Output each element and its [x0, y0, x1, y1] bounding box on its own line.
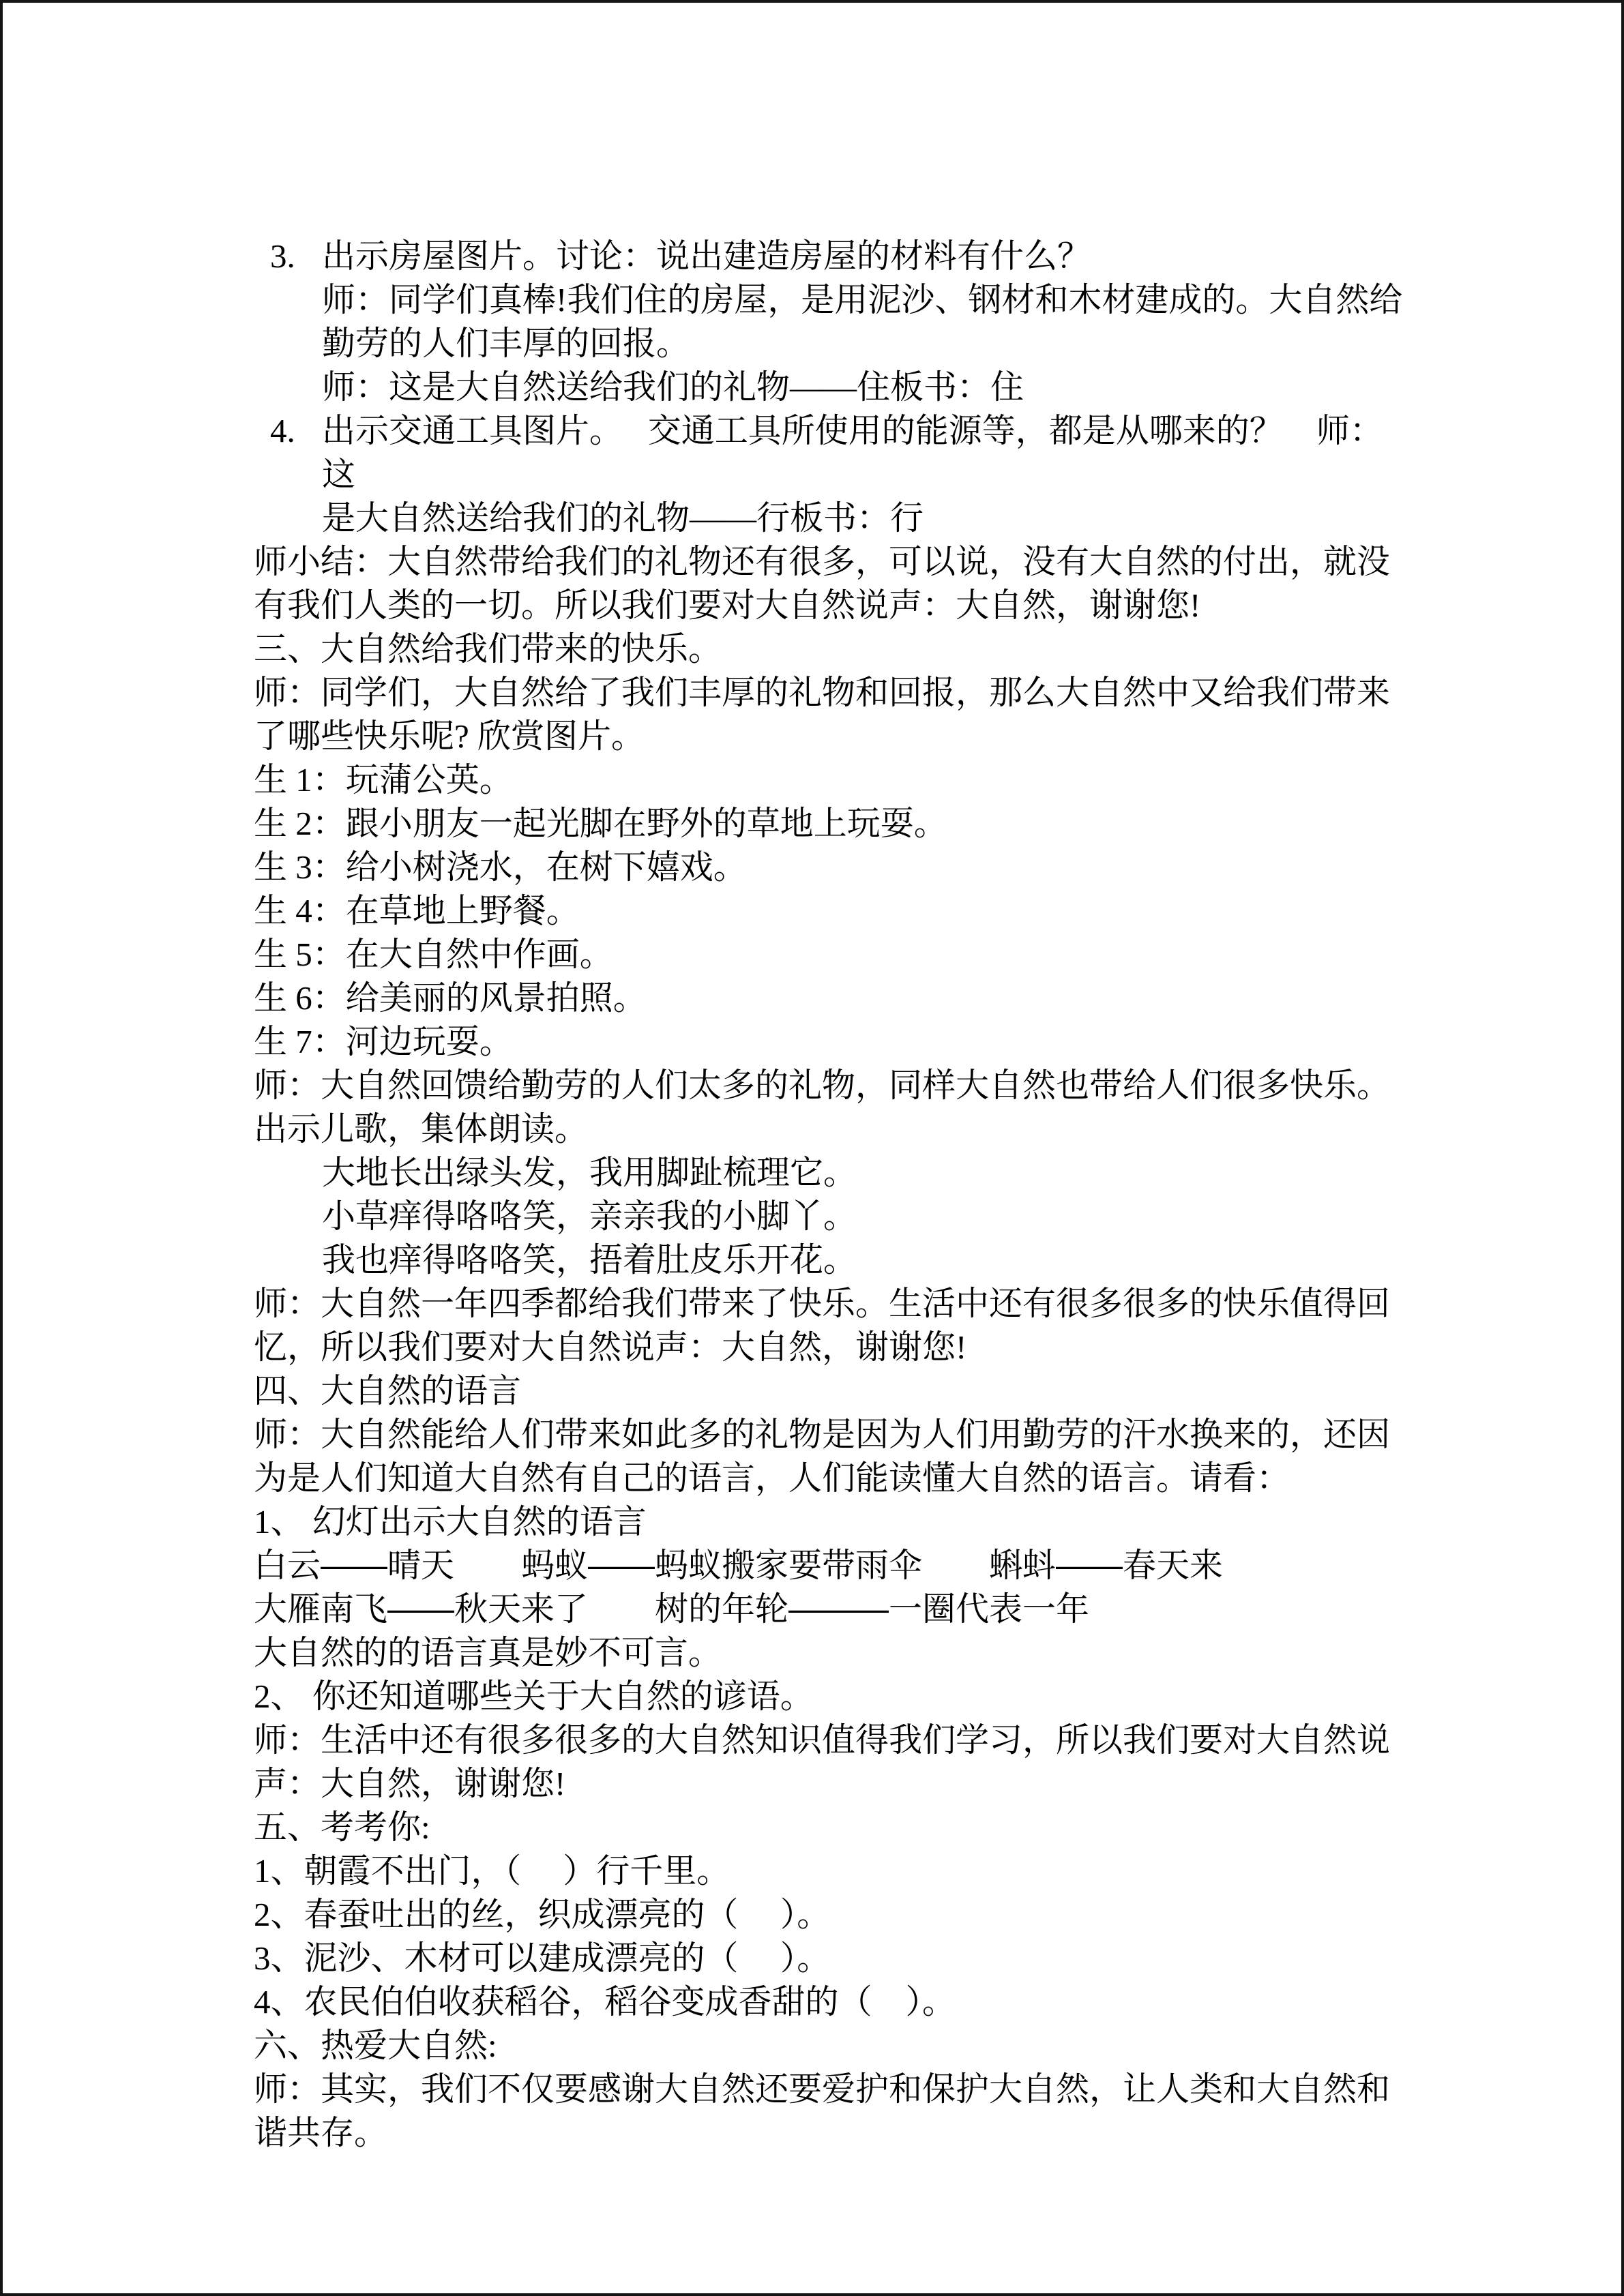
text-line: 生 3：给小树浇水，在树下嬉戏。 [254, 848, 747, 886]
text-line: 生 5：在大自然中作画。 [254, 936, 613, 973]
text-line: 五、考考你: [254, 1808, 430, 1846]
text-line: 3、泥沙、木材可以建成漂亮的（ ）。 [254, 1939, 831, 1977]
text-line: 4、农民伯伯收获稻谷，稻谷变成香甜的（ ）。 [254, 1983, 956, 2021]
text-line: 师：这是大自然送给我们的礼物——住板书：住 [322, 368, 1024, 406]
text-line: 2、 你还知道哪些关于大自然的谚语。 [254, 1678, 814, 1715]
text-line: 白云——晴天 蚂蚁——蚂蚁搬家要带雨伞 蝌蚪——春天来 [254, 1547, 1224, 1584]
text-line: 大雁南飞——秋天来了 树的年轮———一圈代表一年 [254, 1591, 1090, 1628]
text-line: 生 6：给美丽的风景拍照。 [254, 979, 647, 1017]
text-line: 忆，所以我们要对大自然说声：大自然，谢谢您! [254, 1328, 967, 1366]
text-line: 生 4：在草地上野餐。 [254, 892, 580, 929]
text-line: 1、朝霞不出门，（ ）行千里。 [254, 1852, 730, 1890]
text-line: 师：同学们真棒!我们住的房屋，是用泥沙、钢材和木材建成的。大自然给 [322, 281, 1403, 318]
line-text: 出示房屋图片。讨论：说出建造房屋的材料有什么？ [322, 237, 1091, 275]
text-line: 2、春蚕吐出的丝，织成漂亮的（ ）。 [254, 1896, 831, 1933]
text-line: 小草痒得咯咯笑，亲亲我的小脚丫。 [322, 1197, 857, 1235]
text-line: 我也痒得咯咯笑，捂着肚皮乐开花。 [322, 1241, 857, 1279]
text-line: 师：大自然能给人们带来如此多的礼物是因为人们用勤劳的汗水换来的，还因 [254, 1416, 1391, 1453]
text-line: 师：生活中还有很多很多的大自然知识值得我们学习，所以我们要对大自然说 [254, 1721, 1391, 1759]
text-line: 四、大自然的语言 [254, 1372, 522, 1410]
text-line: 大自然的的语言真是妙不可言。 [254, 1635, 722, 1671]
text-line: 生 7：河边玩耍。 [254, 1023, 513, 1060]
list-number: 3. [270, 237, 295, 275]
text-line: 是大自然送给我们的礼物——行板书：行 [322, 499, 924, 537]
text-line: 有我们人类的一切。所以我们要对大自然说声：大自然，谢谢您! [254, 586, 1201, 624]
text-line: 为是人们知道大自然有自己的语言，人们能读懂大自然的语言。请看： [254, 1459, 1290, 1497]
text-line: 谐共存。 [254, 2114, 388, 2151]
text-line: 1、 幻灯出示大自然的语言 [254, 1503, 647, 1540]
text-line: 出示儿歌，集体朗读。 [254, 1110, 589, 1148]
text-line: 了哪些快乐呢? 欣赏图片。 [254, 717, 645, 755]
text-line: 师：大自然一年四季都给我们带来了快乐。生活中还有很多很多的快乐值得回 [254, 1285, 1391, 1322]
text-line: 生 1：玩蒲公英。 [254, 761, 513, 799]
text-line [254, 409, 1406, 496]
text-line: 大地长出绿头发，我用脚趾梳理它。 [322, 1154, 857, 1191]
text-line: 声：大自然，谢谢您! [254, 1765, 566, 1802]
text-line: 六、热爱大自然: [254, 2027, 497, 2064]
text-line: 师：其实，我们不仅要感谢大自然还要爱护和保护大自然，让人类和大自然和 [254, 2070, 1391, 2108]
document-body [254, 235, 1406, 2155]
line-text: 出示交通工具图片。 交通工具所使用的能源等，都是从哪来的？ 师：这 [322, 412, 1383, 493]
text-line: 师小结：大自然带给我们的礼物还有很多，可以说，没有大自然的付出，就没 [254, 543, 1391, 580]
text-line: 师：同学们，大自然给了我们丰厚的礼物和回报，那么大自然中又给我们带来 [254, 674, 1391, 711]
text-line: 生 2：跟小朋友一起光脚在野外的草地上玩耍。 [254, 805, 947, 842]
text-line: 勤劳的人们丰厚的回报。 [322, 325, 690, 362]
text-line: 师：大自然回馈给勤劳的人们太多的礼物，同样大自然也带给人们很多快乐。 [254, 1067, 1391, 1104]
list-number: 4. [270, 412, 295, 449]
text-line: 三、大自然给我们带来的快乐。 [254, 630, 722, 668]
text-line [254, 235, 1406, 278]
